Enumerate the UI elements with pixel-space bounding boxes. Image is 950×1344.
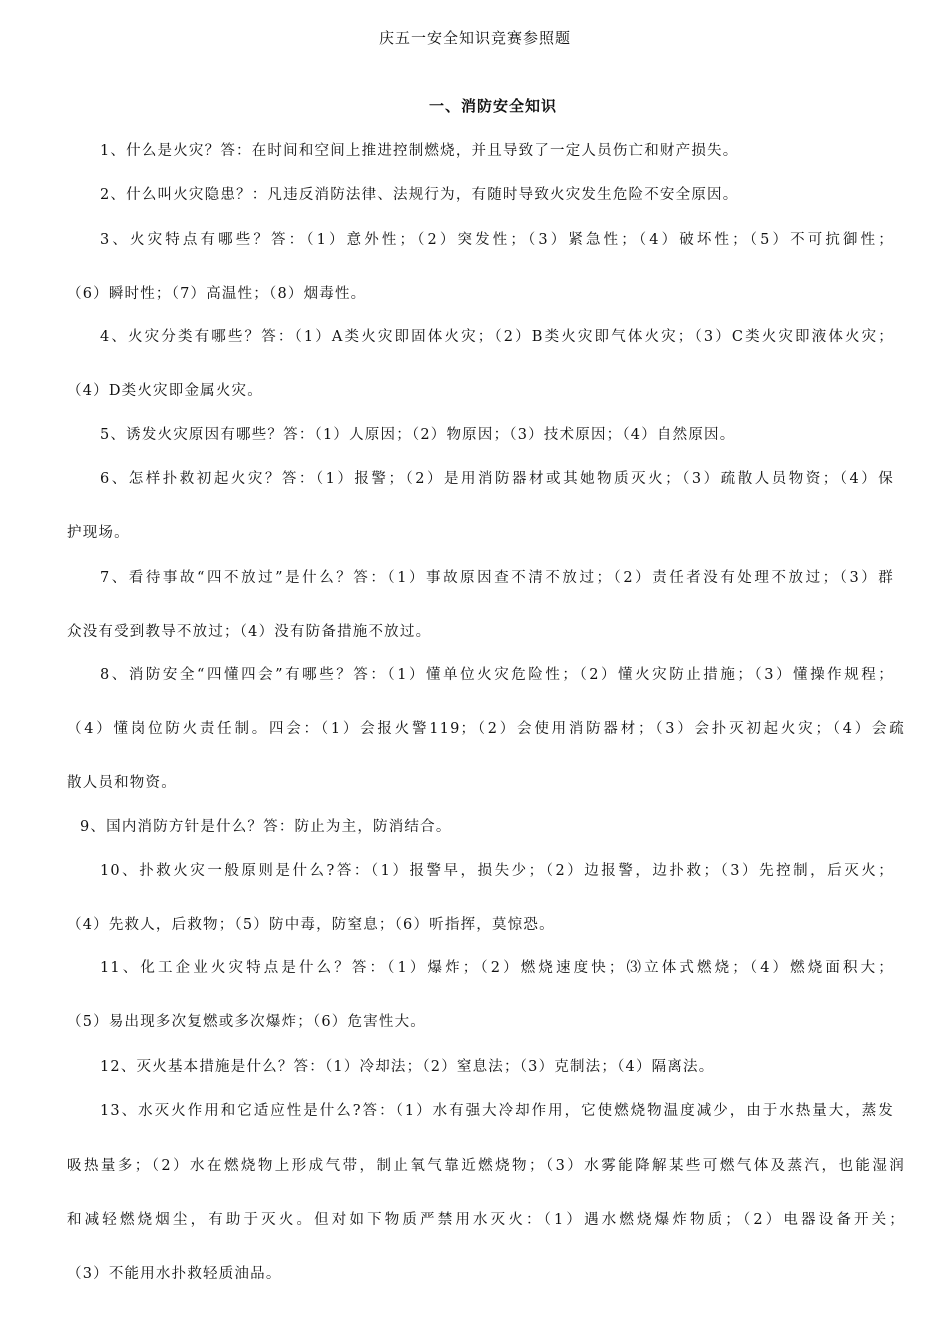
text-line: 7、看待事故“四不放过”是什么？答：（1）事故原因查不清不放过；（2）责任者没有处理不放过；（3）群 (100, 570, 894, 586)
text-line: 4、火灾分类有哪些？答：（1）A类火灾即固体火灾；（2）B类火灾即气体火灾；（3）C类火灾即液体火灾； (100, 329, 894, 345)
text-line: 护现场。 (67, 525, 130, 541)
text-line: 1、什么是火灾？答：在时间和空间上推进控制燃烧，并且导致了一定人员伤亡和财产损失。 (100, 143, 739, 159)
text-line: （6）瞬时性；（7）高温性；（8）烟毒性。 (67, 286, 367, 302)
text-line: 5、诱发火灾原因有哪些？答：（1）人原因；（2）物原因；（3）技术原因；（4）自然原因。 (100, 427, 736, 443)
text-line: 8、消防安全“四懂四会”有哪些？答：（1）懂单位火灾危险性；（2）懂火灾防止措施；（3）懂操作规程； (100, 667, 894, 683)
text-line: （3）不能用水扑救轻质油品。 (67, 1266, 282, 1282)
text-line: 3、火灾特点有哪些？答：（1）意外性；（2）突发性；（3）紧急性；（4）破坏性；（5）不可抗御性； (100, 232, 894, 248)
text-line: 吸热量多；（2）水在燃烧物上形成气带，制止氧气靠近燃烧物；（3）水雾能降解某些可燃气体及蒸汽，也能湿润 (67, 1158, 905, 1174)
text-line: 13、水灭火作用和它适应性是什么?答：（1）水有强大冷却作用，它使燃烧物温度减少，由于水热量大，蒸发 (100, 1103, 894, 1119)
text-line: 6、怎样扑救初起火灾？答：（1）报警；（2）是用消防器材或其她物质灭火；（3）疏散人员物资；（4）保 (100, 471, 894, 487)
text-line: 众没有受到教导不放过；（4）没有防备措施不放过。 (67, 624, 432, 640)
text-line: （5）易出现多次复燃或多次爆炸；（6）危害性大。 (67, 1014, 426, 1030)
text-line: 散人员和物资。 (67, 775, 177, 791)
text-line: 2、什么叫火灾隐患？：凡违反消防法律、法规行为，有随时导致火灾发生危险不安全原因。 (100, 187, 739, 203)
text-line: 11、化工企业火灾特点是什么？答：（1）爆炸；（2）燃烧速度快；⑶立体式燃烧；（4）燃烧面积大； (100, 960, 894, 976)
text-line: 12、灭火基本措施是什么？答：（1）冷却法；（2）窒息法；（3）克制法；（4）隔离法。 (100, 1059, 715, 1075)
text-line: （4）懂岗位防火责任制。四会：（1）会报火警119；（2）会使用消防器材；（3）会扑灭初起火灾；（4）会疏 (67, 721, 905, 737)
text-line: （4）D类火灾即金属火灾。 (67, 383, 263, 399)
document-title: 庆五一安全知识竞赛参照题 (378, 29, 571, 47)
text-line: 9、国内消防方针是什么？答：防止为主，防消结合。 (80, 819, 452, 835)
text-line: 和减轻燃烧烟尘，有助于灭火。但对如下物质严禁用水灭火：（1）遇水燃烧爆炸物质；（2）电器设备开关； (67, 1212, 905, 1228)
text-line: 10、扑救火灾一般原则是什么?答：（1）报警早，损失少；（2）边报警，边扑救；（3）先控制，后灭火； (100, 863, 894, 879)
section-heading: 一、消防安全知识 (428, 97, 557, 115)
text-line: （4）先救人，后救物；（5）防中毒，防窒息；（6）听指挥，莫惊恐。 (67, 917, 555, 933)
